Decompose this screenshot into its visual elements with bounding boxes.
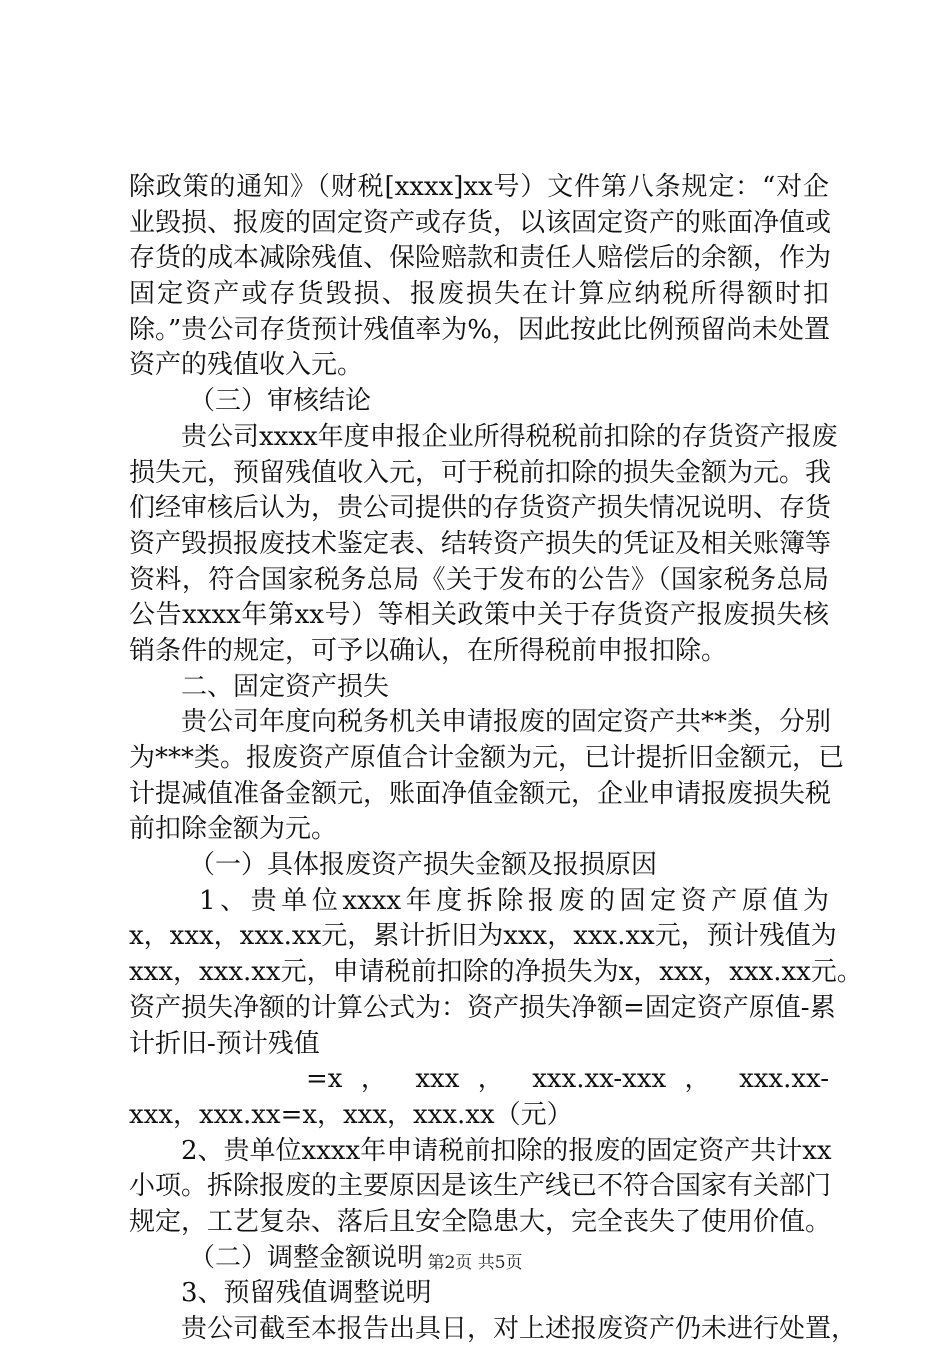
paragraph-line: 1、贵单位xxxx年度拆除报废的固定资产原值为	[199, 885, 829, 916]
section-heading: 二、固定资产损失	[181, 671, 390, 702]
section-heading: （二）调整金额说明	[189, 1242, 424, 1273]
paragraph-line: 资产损失净额的计算公式为：资产损失净额=固定资产原值-累	[129, 992, 836, 1023]
paragraph-line: 除。”贵公司存货预计残值率为%，因此按此比例预留尚未处置	[129, 314, 830, 345]
paragraph-line: 计折旧-预计残值	[129, 1028, 320, 1059]
paragraph-line: x，xxx，xxx.xx元，累计折旧为xxx，xxx.xx元，预计残值为	[129, 921, 837, 952]
paragraph-line: 资料，符合国家税务总局《关于发布的公告》（国家税务总局	[129, 564, 829, 595]
paragraph-line: 除政策的通知》（财税[xxxx]xx号）文件第八条规定：“对企	[129, 172, 829, 202]
paragraph-line: 损失元，预留残值收入元，可于税前扣除的损失金额为元。我	[129, 457, 832, 488]
paragraph-line: 资产的残值收入元。	[129, 350, 364, 381]
paragraph-line: 们经审核后认为，贵公司提供的存货资产损失情况说明、存货	[129, 493, 832, 524]
paragraph-line: 贵公司xxxx年度申报企业所得税税前扣除的存货资产报废	[181, 421, 838, 452]
paragraph-line: xxx，xxx.xx元，申请税前扣除的净损失为x，xxx，xxx.xx元。	[129, 957, 863, 988]
section-heading: （三）审核结论	[189, 386, 372, 417]
paragraph-line: 存货的成本减除残值、保险赔款和责任人赔偿后的余额，作为	[129, 243, 832, 274]
paragraph-line: 销条件的规定，可予以确认，在所得税前申报扣除。	[129, 635, 728, 666]
paragraph-line: 2、贵单位xxxx年申请税前扣除的报废的固定资产共计xx	[181, 1135, 832, 1166]
paragraph-line: 规定，工艺复杂、落后且安全隐患大，完全丧失了使用价值。	[129, 1206, 832, 1237]
formula-line: =x ， xxx ， xxx.xx-xxx ， xxx.xx-	[306, 1064, 829, 1095]
paragraph-line: 业毁损、报废的固定资产或存货，以该固定资产的账面净值或	[129, 207, 832, 238]
paragraph-line: 公告xxxx年第xx号）等相关政策中关于存货资产报废损失核	[129, 600, 829, 631]
page-footer: 第2页 共5页	[427, 1253, 523, 1273]
paragraph-line: 为***类。报废资产原值合计金额为元，已计提折旧金额元，已	[129, 743, 845, 773]
paragraph-line: 前扣除金额为元。	[129, 814, 338, 845]
paragraph-line: 资产毁损报废技术鉴定表、结转资产损失的凭证及相关账簿等	[129, 528, 832, 559]
paragraph-line: 贵公司截至本报告出具日，对上述报废资产仍未进行处置，	[181, 1314, 858, 1344]
paragraph-line: 固定资产或存货毁损、报废损失在计算应纳税所得额时扣	[129, 279, 829, 310]
paragraph-line: 贵公司年度向税务机关申请报废的固定资产共**类，分别	[181, 707, 832, 738]
paragraph-line: 计提减值准备金额元，账面净值金额元，企业申请报废损失税	[129, 778, 832, 809]
section-heading: （一）具体报废资产损失金额及报损原因	[189, 850, 658, 881]
body-text	[129, 170, 863, 1348]
formula-line: xxx，xxx.xx=x，xxx，xxx.xx（元）	[129, 1099, 573, 1130]
paragraph-line: 小项。拆除报废的主要原因是该生产线已不符合国家有关部门	[129, 1171, 832, 1202]
section-heading: 3、预留残值调整说明	[181, 1278, 432, 1309]
